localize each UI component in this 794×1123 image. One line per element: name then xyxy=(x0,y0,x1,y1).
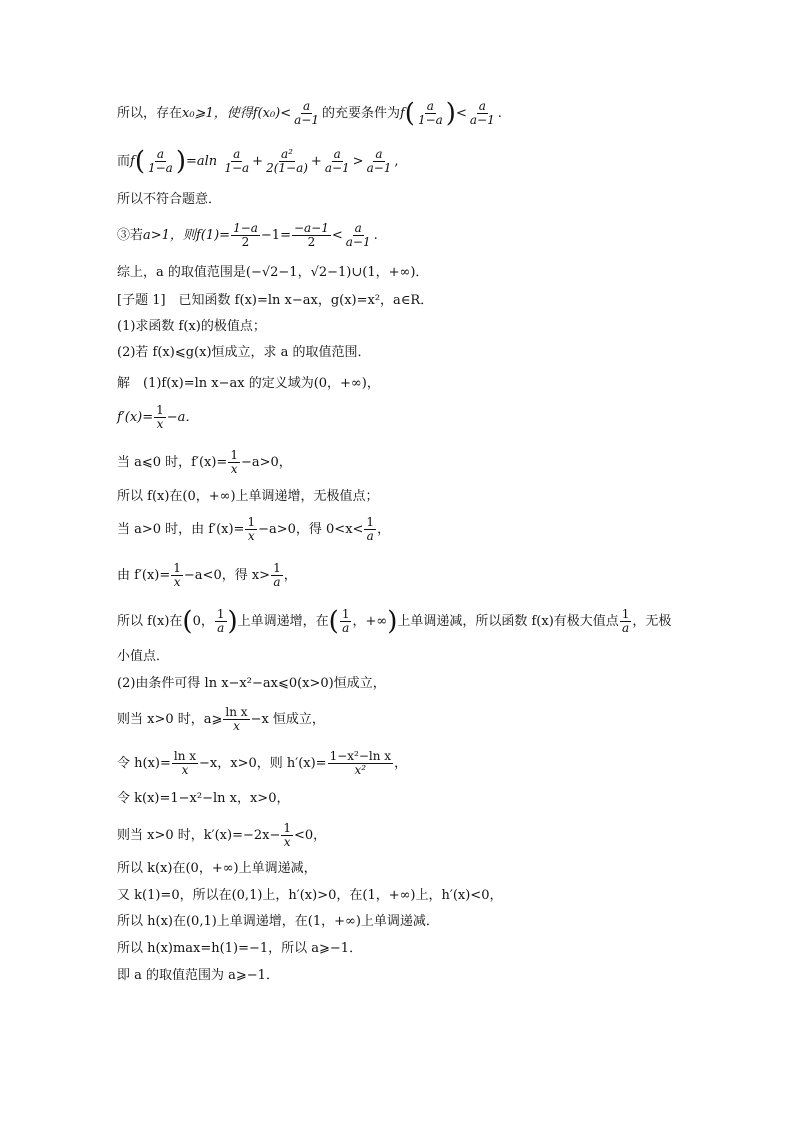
text: ，+∞ xyxy=(352,614,388,629)
text: 0， xyxy=(192,614,214,629)
line-15: 所以 f(x)在(0， $\frac{1}{a}$ )上单调递增，在( $\frac{1}{a}$ ，+∞)上单调递减，所以函数 f(x)有极大值点 $\frac{1}{a}$ ，无极 xyxy=(117,606,672,637)
line-2: 而f( $\frac{a}{1-a}$ )=aln $\frac{a}{1-a}$ + $\frac{\text{a²}}{2(1-a)}$ + $\frac{a}{a-1}$ > $\frac{a}{a-1}$ , xyxy=(117,146,399,177)
text: <0， xyxy=(294,828,327,843)
text: 由 f′(x)= xyxy=(117,568,171,583)
conclusion: 即 a 的取值范围为 a⩾−1． xyxy=(117,968,279,983)
fraction: $\frac{1}{x}$ xyxy=(283,821,291,849)
fraction: $\frac{\text{a²}}{2(1-a)}$ xyxy=(266,147,308,175)
fraction: $\frac{1}{x}$ xyxy=(247,515,256,543)
text: −x，x>0，则 h′(x)= xyxy=(199,756,327,771)
line-19 xyxy=(117,750,407,777)
text: ， xyxy=(394,756,408,771)
fraction: $\frac{1}{x}$ xyxy=(156,403,164,431)
fraction: $\frac{a}{1-a}$ xyxy=(417,99,443,127)
text: =aln xyxy=(185,154,218,169)
text: 当 a⩽0 时，f′(x)= xyxy=(117,455,228,470)
text: a>1，则 xyxy=(143,228,196,243)
fraction: $\frac{a}{a-1}$ xyxy=(294,99,319,127)
text: −a<0，得 x> xyxy=(183,568,271,583)
line-1: 所以，存在x₀⩾1，使得f(x₀)< $\frac{a}{a-1}$ 的充要条件为f( $\frac{a}{1-a}$ )< $\frac{a}{a-1}$ . xyxy=(117,98,502,129)
text: 而 xyxy=(117,154,131,169)
line-8: (2)若 f(x)⩽g(x)恒成立，求 a 的取值范围． xyxy=(117,345,371,360)
text: −a>0， xyxy=(240,455,292,470)
fraction: $\frac{a}{1-a}$ xyxy=(224,147,250,175)
text: 当 a>0 时，由 f′(x)= xyxy=(117,522,245,537)
fraction: $\frac{1}{a}$ xyxy=(341,607,350,635)
line-20: 令 k(x)=1−x²−ln x，x>0， xyxy=(117,791,290,806)
text: −a>0，得 0<x< xyxy=(258,522,364,537)
text: −x 恒成立， xyxy=(250,712,325,727)
line-10 xyxy=(117,404,198,431)
line-16: 小值点． xyxy=(117,649,170,664)
fraction: $\frac{a}{1-a}$ xyxy=(147,147,173,175)
fraction: $\frac{a}{a-1}$ xyxy=(366,147,392,175)
line-21 xyxy=(117,822,326,849)
text: −1= xyxy=(260,228,291,243)
fraction: $\frac{\text{1−x²−ln x}}{\text{x²}}$ xyxy=(329,749,392,777)
text: f xyxy=(399,106,405,121)
text: f(1)= xyxy=(195,228,231,243)
text: 上单调递减，所以函数 f(x)有极大值点 xyxy=(397,614,619,629)
line-13 xyxy=(117,516,390,543)
text: ③若 xyxy=(117,228,144,243)
line-18 xyxy=(117,706,325,733)
line-4: ③若a>1，则f(1)= $\frac{1-a}{2}$ −1= $\frac{-a-1}{2}$ < $\frac{a}{a-1}$ . xyxy=(117,221,378,249)
fraction: $\frac{a}{a-1}$ xyxy=(469,99,495,127)
fraction: $\frac{1}{a}$ xyxy=(366,515,375,543)
text: 则当 x>0 时，a⩾ xyxy=(117,712,223,727)
fraction: $\frac{1}{a}$ xyxy=(273,561,281,589)
text: 上单调递增，在 xyxy=(237,614,329,629)
line-23: 又 k(1)=0，所以在(0,1)上，h′(x)>0，在(1，+∞)上，h′(x)<0， xyxy=(117,888,503,903)
line-5: 综上，a 的取值范围是(−√2−1，√2−1)∪(1，+∞)． xyxy=(117,265,429,280)
fraction: $\frac{\text{ln x}}{x}$ xyxy=(173,749,197,777)
text: ， xyxy=(283,568,297,583)
text: 令 h(x)= xyxy=(117,756,171,771)
fraction: $\frac{\text{ln x}}{x}$ xyxy=(225,705,248,733)
text: f xyxy=(130,154,135,169)
line-24: 所以 h(x)在(0,1)上单调递增，在(1，+∞)上单调递减． xyxy=(117,914,439,929)
line-17: (2)由条件可得 ln x−x²−ax⩽0(x>0)恒成立， xyxy=(117,676,386,691)
text: x₀⩾1，使得 xyxy=(182,106,253,121)
text: 所以，存在 xyxy=(117,106,183,121)
line-3: 所以不符合题意． xyxy=(117,192,222,207)
text: 的充要条件为 xyxy=(321,106,400,121)
text: ， xyxy=(377,522,391,537)
text: f(x₀)< xyxy=(252,106,292,121)
text: 则当 x>0 时，k′(x)=−2x− xyxy=(117,828,281,843)
line-22: 所以 k(x)在(0，+∞)上单调递减， xyxy=(117,861,317,876)
fraction: $\frac{1}{a}$ xyxy=(621,607,630,635)
text: f′(x)= xyxy=(117,410,154,425)
text: ，无极 xyxy=(632,614,672,629)
fraction: $\frac{1}{x}$ xyxy=(173,561,181,589)
fraction: $\frac{-a-1}{2}$ xyxy=(293,221,329,249)
fraction: $\frac{a}{a-1}$ xyxy=(324,147,350,175)
text: −a． xyxy=(166,410,199,425)
line-11 xyxy=(117,449,292,476)
line-14 xyxy=(117,562,297,589)
fraction: $\frac{1}{a}$ xyxy=(216,607,225,635)
line-12: 所以 f(x)在(0，+∞)上单调递增，无极值点； xyxy=(117,489,379,504)
subproblem-title: [子题 1] 已知函数 f(x)=ln x−ax，g(x)=x²，a∈R． xyxy=(117,293,434,308)
line-25: 所以 h(x)max=h(1)=−1，所以 a⩾−1． xyxy=(117,941,363,956)
text: 所以 f(x)在 xyxy=(117,614,183,629)
fraction: $\frac{1-a}{2}$ xyxy=(233,221,258,249)
line-7: (1)求函数 f(x)的极值点； xyxy=(117,319,266,334)
fraction: $\frac{a}{a-1}$ xyxy=(345,221,371,249)
fraction: $\frac{1}{x}$ xyxy=(230,448,238,476)
solution-start: 解 (1)f(x)=ln x−ax 的定义域为(0，+∞)， xyxy=(117,376,380,391)
